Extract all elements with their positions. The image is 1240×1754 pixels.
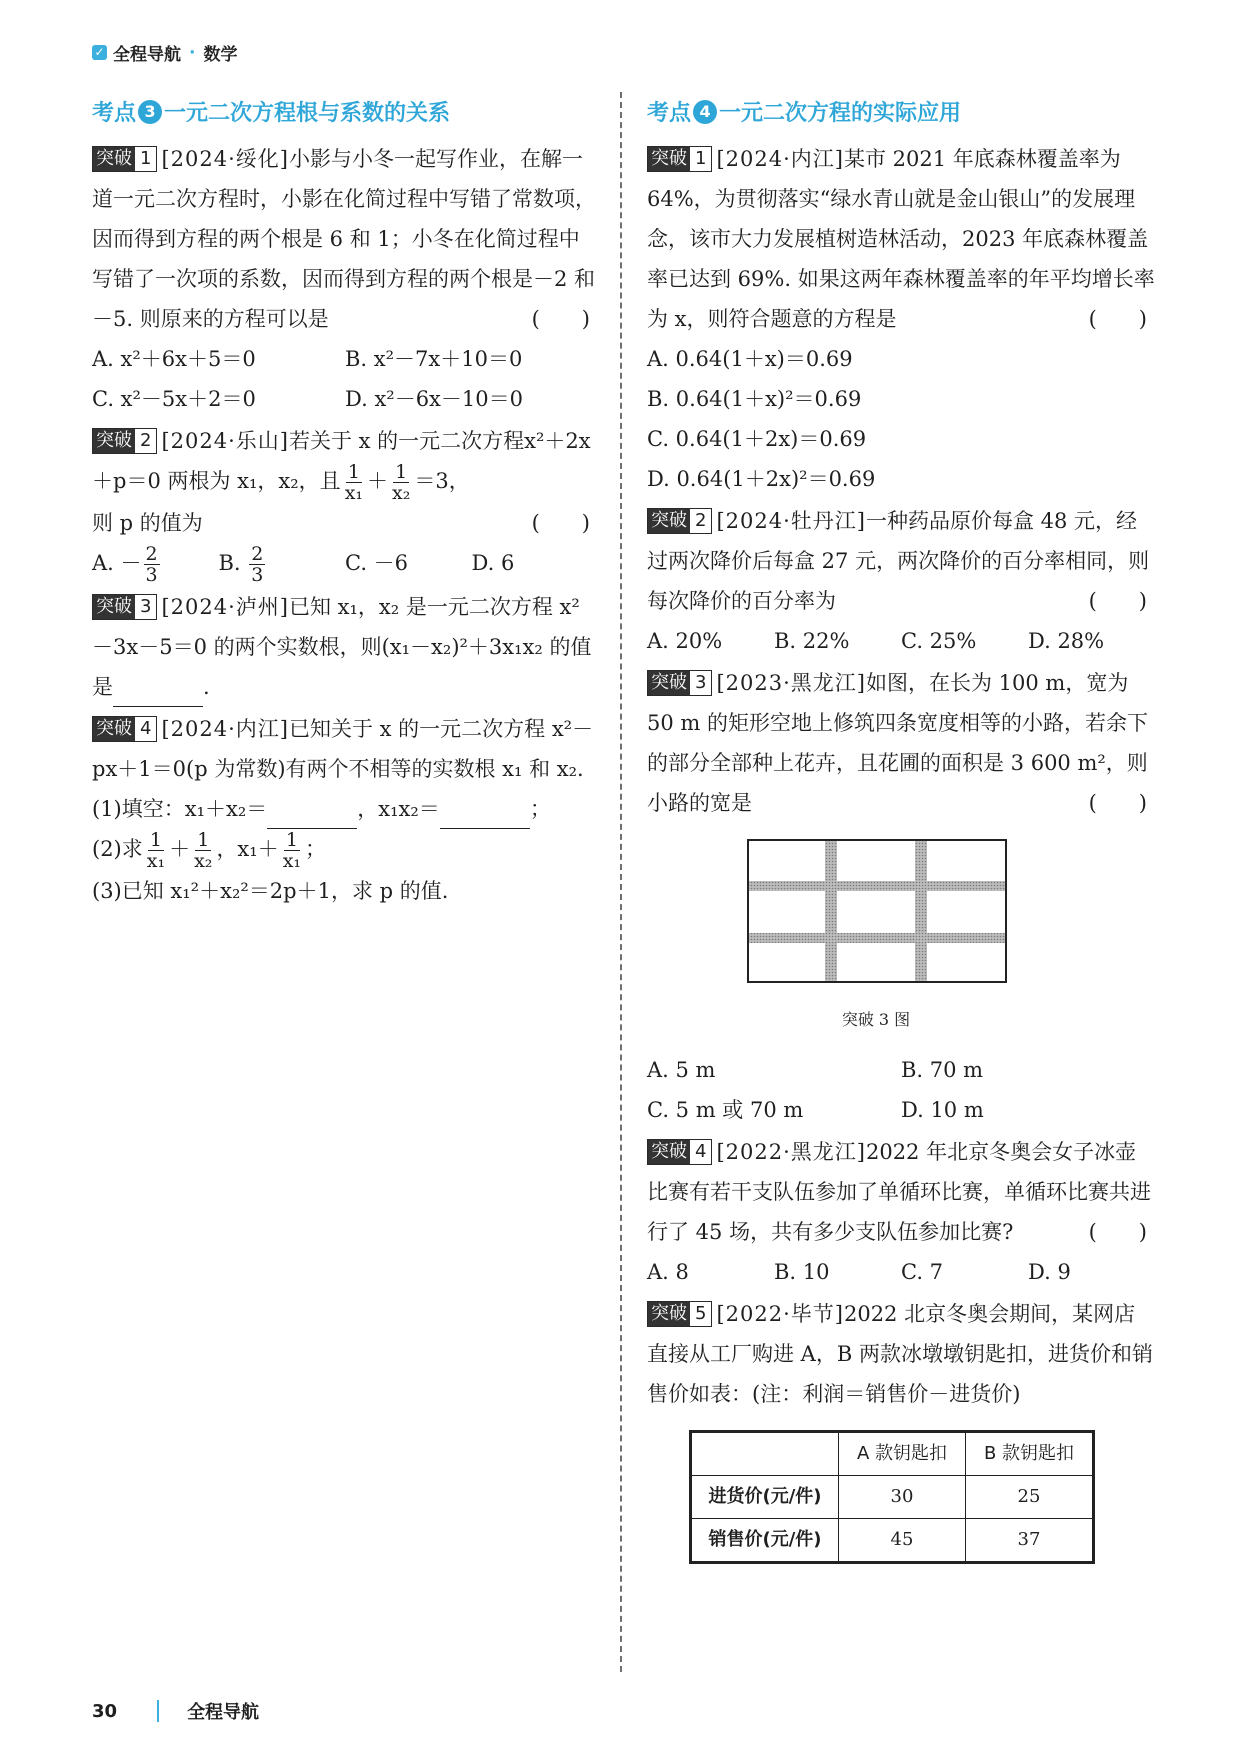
table-row: [691, 1519, 1094, 1563]
problem-badge: 突破 2: [647, 508, 712, 534]
option-a: A. 5 m: [647, 1058, 716, 1082]
options: [647, 1050, 1155, 1130]
table-row: [691, 1476, 1094, 1519]
topic-heading-3: 考点 3 一元二次方程根与系数的关系: [92, 101, 451, 126]
problem-l3: 突破 3 [2024·泸州]已知 x₁，x₂ 是一元二次方程 x²－3x－5＝0 的两个实数根，则(x₁－x₂)²＋3x₁x₂ 的值是 .: [92, 587, 598, 707]
topic-number-badge: 3: [138, 100, 162, 124]
option-b: B. 10: [774, 1260, 830, 1284]
option-a: A. 8: [647, 1260, 689, 1284]
problem-source: [2022·黑龙江]: [716, 1140, 866, 1164]
option-a: A. 0.64(1＋x)＝0.69: [647, 347, 853, 371]
options: [647, 621, 1155, 661]
problem-r5: [647, 1294, 1155, 1564]
problem-text: 小影与小冬一起写作业，在解一道一元二次方程时，小影在化简过程中写错了常数项，因而得到方程的两个根是 6 和 1；小冬在化简过程中写错了一次项的系数，因而得到方程的两个根是－2 和－5. 则原来的方程可以是: [92, 147, 596, 331]
table-row-header: 进货价(元/件): [691, 1476, 839, 1519]
problem-badge: 突破 4: [647, 1139, 712, 1165]
answer-paren: ( ): [1088, 791, 1147, 815]
table-cell: 45: [839, 1519, 966, 1563]
option-a: A. － $\frac{2}{3}$: [92, 543, 158, 586]
subject-title: 数学: [203, 45, 238, 65]
problem-text: 已知关于 x 的一元二次方程 x²－px＋1＝0(p 为常数)有两个不相等的实数根 x₁ 和 x₂.: [92, 717, 594, 781]
table-header-cell: B 款钥匙扣: [966, 1432, 1094, 1476]
topic-heading-4: 考点 4 一元二次方程的实际应用: [647, 101, 962, 126]
option-b: B. 22%: [774, 629, 850, 653]
horizontal-path: [749, 881, 1005, 891]
column-divider: [620, 92, 622, 1672]
table-row-header: 销售价(元/件): [691, 1519, 839, 1563]
problem-badge: 突破 3: [92, 594, 157, 620]
option-c: C. 7: [901, 1260, 944, 1284]
series-title: 全程导航: [113, 45, 181, 65]
table-cell: 37: [966, 1519, 1094, 1563]
problem-badge: 突破 2: [92, 428, 157, 454]
answer-paren: ( ): [531, 307, 590, 331]
price-table: [689, 1430, 1095, 1564]
answer-paren: ( ): [1088, 307, 1147, 331]
topic-number-badge: 4: [693, 100, 717, 124]
problem-badge: 突破 1: [647, 146, 712, 172]
option-b: B. $\frac{2}{3}$: [218, 543, 264, 586]
problem-l2: 突破 2 [2024·乐山]若关于 x 的一元二次方程x²＋2x＋p＝0 两根为 x₁，x₂，且 $\frac{1}{\text{x₁}}$ ＋ $\frac{1}{\text{x₂}}$ ＝3， 则 p 的值为 ( ) A. － $\frac{2}{3}$ B. $\frac{2}{3}$ C. －6 D. 6: [92, 421, 598, 585]
vertical-path: [915, 841, 927, 981]
vertical-path: [825, 841, 837, 981]
problem-r1: [647, 139, 1155, 499]
option-d: D. 0.64(1＋2x)²＝0.69: [647, 467, 876, 491]
right-column: [647, 92, 1155, 1564]
option-d: D. 28%: [1028, 629, 1105, 653]
option-a: A. 20%: [647, 629, 723, 653]
options: [92, 339, 598, 419]
sub-question-1: (1)填空：x₁＋x₂＝ ，x₁x₂＝ ；: [92, 789, 598, 829]
answer-paren: ( ): [531, 511, 590, 535]
problem-source: [2022·毕节]: [716, 1302, 844, 1326]
problem-text: ＝3，: [414, 469, 470, 493]
problem-source: [2024·绥化]: [161, 147, 289, 171]
option-c: C. 0.64(1＋2x)＝0.69: [647, 427, 867, 451]
page-number: 30: [92, 1700, 118, 1722]
problem-source: [2024·泸州]: [161, 595, 289, 619]
table-cell: 25: [966, 1476, 1094, 1519]
fraction: $\frac{1}{\text{x₂}}$: [392, 461, 411, 504]
problem-text: 2022 北京冬奥会期间，某网店直接从工厂购进 A，B 两款冰墩墩钥匙扣，进货价和销售价如表：(注：利润＝销售价－进货价): [647, 1302, 1153, 1406]
problem-badge: 突破 1: [92, 146, 157, 172]
problem-badge: 突破 5: [647, 1301, 712, 1327]
garden-paths-diagram: [747, 839, 1007, 983]
footer-divider: [157, 1700, 159, 1722]
answer-paren: ( ): [1088, 589, 1147, 613]
problem-r2: [647, 501, 1155, 661]
figure-caption: 突破 3 图: [841, 1010, 911, 1029]
footer-series: 全程导航: [187, 1702, 260, 1723]
option-d: D. 10 m: [901, 1098, 984, 1122]
table-corner-cell: [691, 1432, 839, 1476]
horizontal-path: [749, 933, 1005, 943]
answer-blank[interactable]: [440, 802, 530, 829]
table-header-cell: A 款钥匙扣: [839, 1432, 966, 1476]
problem-text: 如图，在长为 100 m，宽为 50 m 的矩形空地上修筑四条宽度相等的小路，若余下的部分全部种上花卉，且花圃的面积是 3 600 m²，则小路的宽是: [647, 671, 1148, 815]
option-d: D. x²－6x－10＝0: [345, 387, 523, 411]
option-b: B. x²－7x＋10＝0: [345, 347, 523, 371]
option-c: C. 25%: [901, 629, 977, 653]
option-b: B. 0.64(1＋x)²＝0.69: [647, 387, 862, 411]
fraction: $\frac{1}{\text{x₁}}$: [344, 461, 364, 504]
problem-source: [2024·牡丹江]: [716, 509, 866, 533]
left-column: [92, 92, 598, 911]
table-cell: 30: [839, 1476, 966, 1519]
problem-source: [2024·乐山]: [161, 429, 289, 453]
problem-l1: [92, 139, 598, 419]
problem-text-line: 则 p 的值为 ( ): [92, 503, 598, 543]
sub-question-3: (3)已知 x₁²＋x₂²＝2p＋1，求 p 的值.: [92, 879, 449, 903]
answer-paren: ( ): [1088, 1220, 1147, 1244]
problem-text: 已知 x₁，x₂ 是一元二次方程 x²－3x－5＝0 的两个实数根，则(x₁－x₂)²＋3x₁x₂ 的值是: [92, 595, 592, 699]
problem-text: 2022 年北京冬奥会女子冰壶比赛有若干支队伍参加了单循环比赛，单循环比赛共进行了 45 场，共有多少支队伍参加比赛?: [647, 1140, 1151, 1244]
problem-l4: [92, 709, 598, 911]
options: [647, 1252, 1155, 1292]
sub-question-2: (2)求 $\frac{1}{\text{x₁}}$ ＋ $\frac{1}{\text{x₂}}$ ，x₁＋ $\frac{1}{\text{x₁}}$ ；: [92, 829, 327, 872]
option-a: A. x²＋6x＋5＝0: [92, 347, 256, 371]
separator-dot: ·: [189, 42, 196, 63]
answer-blank[interactable]: [267, 802, 357, 829]
page-footer: [92, 1698, 259, 1724]
option-d: D. 6: [471, 551, 515, 575]
options: [92, 543, 598, 585]
problem-text: 某市 2021 年底森林覆盖率为 64%，为贯彻落实“绿水青山就是金山银山”的发展理念，该市大力发展植树造林活动，2023 年底森林覆盖率已达到 69%. 如果这两年森林覆盖率的年平均增长率为 x，则符合题意的方程是: [647, 147, 1155, 331]
problem-text: 一种药品原价每盒 48 元，经过两次降价后每盒 27 元，两次降价的百分率相同，则每次降价的百分率为: [647, 509, 1150, 613]
option-c: C. x²－5x＋2＝0: [92, 387, 256, 411]
problem-badge: 突破 4: [92, 716, 157, 742]
page-header: [92, 40, 237, 65]
table-header-row: [691, 1432, 1094, 1476]
problem-source: [2024·内江]: [716, 147, 844, 171]
option-d: D. 9: [1028, 1260, 1071, 1284]
option-c: C. －6: [345, 551, 409, 575]
check-icon: ✓: [92, 45, 107, 60]
problem-text: 若关于 x 的一元二次方程x²＋2x＋p＝0 两根为 x₁，x₂，且: [92, 429, 591, 493]
answer-blank[interactable]: [113, 680, 203, 707]
problem-source: [2023·黑龙江]: [716, 671, 866, 695]
option-b: B. 70 m: [901, 1058, 984, 1082]
option-c: C. 5 m 或 70 m: [647, 1098, 804, 1122]
problem-r3: [647, 663, 1155, 1130]
path-diagram-figure: [747, 839, 1155, 1040]
problem-badge: 突破 3: [647, 670, 712, 696]
problem-r4: [647, 1132, 1155, 1292]
problem-source: [2024·内江]: [161, 717, 289, 741]
